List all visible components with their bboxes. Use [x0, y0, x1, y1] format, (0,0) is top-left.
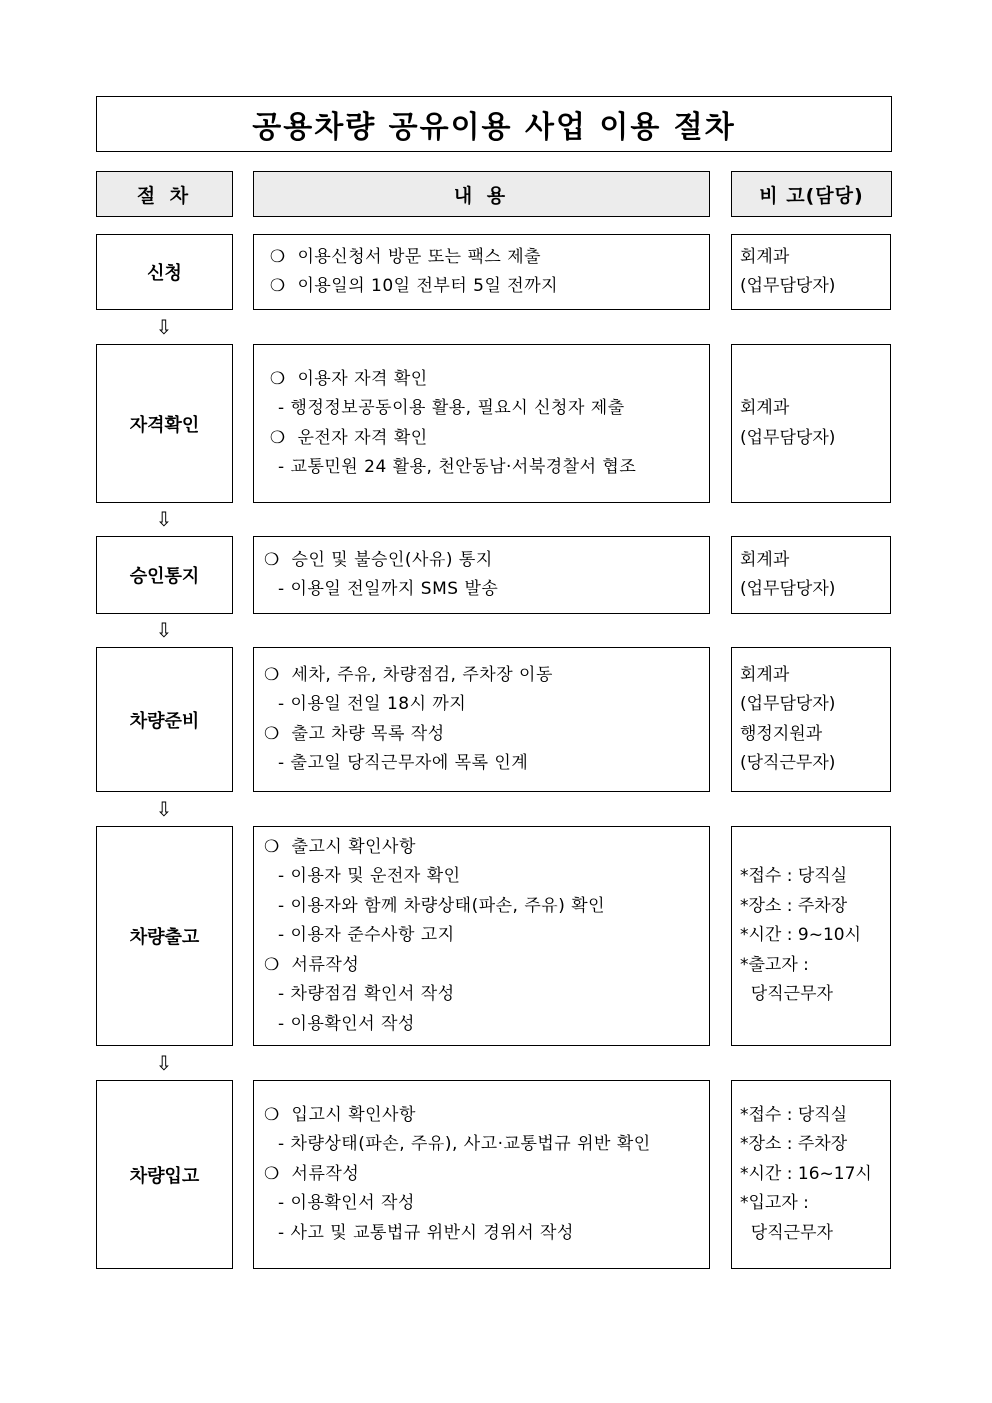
down-arrow-icon: ⇩ — [155, 797, 173, 821]
note-line: *접수 : 당직실 — [740, 866, 848, 887]
step-note — [731, 1080, 891, 1269]
note-line: (업무담당자) — [740, 276, 836, 296]
note-line: *접수 : 당직실 — [740, 1104, 848, 1125]
note-line: 당직근무자 — [740, 984, 833, 1005]
header-content: 내 용 — [253, 171, 710, 217]
note-line: (당직근무자) — [740, 753, 836, 773]
note-line: *입고자 : — [740, 1193, 809, 1214]
step-content — [253, 826, 710, 1046]
step-note — [731, 234, 891, 310]
content-item: ❍ 이용일의 10일 전부터 5일 전까지 — [264, 276, 559, 296]
content-item: ❍ 세차, 주유, 차량점검, 주차장 이동 — [264, 664, 553, 685]
step-content — [253, 234, 710, 310]
step-note — [731, 536, 891, 614]
note-line: *출고자 : — [740, 954, 809, 975]
content-subitem: - 사고 및 교통법규 위반시 경위서 작성 — [278, 1222, 574, 1243]
step-note — [731, 647, 891, 792]
step-content — [253, 536, 710, 614]
content-subitem: - 행정정보공동이용 활용, 필요시 신청자 제출 — [278, 398, 625, 418]
content-item: ❍ 이용신청서 방문 또는 팩스 제출 — [264, 246, 542, 267]
note-line: 회계과 — [740, 246, 790, 267]
header-note: 비 고(담당) — [731, 171, 892, 217]
step-content — [253, 344, 710, 503]
content-subitem: - 이용자 및 운전자 확인 — [278, 866, 461, 887]
content-item: ❍ 출고시 확인사항 — [264, 836, 416, 857]
note-line: (업무담당자) — [740, 694, 836, 714]
note-line: *시간 : 16~17시 — [740, 1163, 872, 1184]
step-name: 신청 — [96, 234, 233, 310]
step-name: 차량입고 — [96, 1080, 233, 1269]
note-line: 행정지원과 — [740, 723, 823, 744]
content-subitem: - 이용일 전일까지 SMS 발송 — [278, 579, 499, 599]
content-item: ❍ 서류작성 — [264, 954, 360, 975]
step-note — [731, 826, 891, 1046]
content-subitem: - 출고일 당직근무자에 목록 인계 — [278, 753, 529, 773]
step-note — [731, 344, 891, 503]
content-item: ❍ 승인 및 불승인(사유) 통지 — [264, 549, 493, 570]
step-name: 승인통지 — [96, 536, 233, 614]
note-line: (업무담당자) — [740, 427, 836, 448]
note-line: *시간 : 9~10시 — [740, 925, 861, 946]
content-subitem: - 차량점검 확인서 작성 — [278, 984, 455, 1005]
down-arrow-icon: ⇩ — [155, 618, 173, 642]
content-item: ❍ 입고시 확인사항 — [264, 1104, 416, 1125]
content-subitem: - 이용일 전일 18시 까지 — [278, 694, 467, 714]
note-line: 회계과 — [740, 549, 790, 570]
content-subitem: - 이용자와 함께 차량상태(파손, 주유) 확인 — [278, 895, 606, 916]
header-step: 절 차 — [96, 171, 233, 217]
down-arrow-icon: ⇩ — [155, 315, 173, 339]
content-subitem: - 교통민원 24 활용, 천안동남·서북경찰서 협조 — [278, 457, 637, 477]
page-title: 공용차량 공유이용 사업 이용 절차 — [96, 96, 892, 152]
step-name: 차량준비 — [96, 647, 233, 792]
down-arrow-icon: ⇩ — [155, 507, 173, 531]
note-line: 회계과 — [740, 398, 790, 418]
content-subitem: - 차량상태(파손, 주유), 사고·교통법규 위반 확인 — [278, 1134, 651, 1155]
content-subitem: - 이용확인서 작성 — [278, 1013, 415, 1034]
note-line: (업무담당자) — [740, 579, 836, 599]
content-item: ❍ 이용자 자격 확인 — [264, 368, 428, 389]
content-item: ❍ 운전자 자격 확인 — [264, 427, 428, 448]
note-line: 회계과 — [740, 664, 790, 685]
note-line: *장소 : 주차장 — [740, 1134, 848, 1155]
step-name: 차량출고 — [96, 826, 233, 1046]
note-line: 당직근무자 — [740, 1222, 833, 1243]
content-subitem: - 이용확인서 작성 — [278, 1193, 415, 1214]
step-content — [253, 647, 710, 792]
content-subitem: - 이용자 준수사항 고지 — [278, 925, 455, 946]
content-item: ❍ 서류작성 — [264, 1163, 360, 1184]
note-line: *장소 : 주차장 — [740, 895, 848, 916]
step-name: 자격확인 — [96, 344, 233, 503]
step-content — [253, 1080, 710, 1269]
down-arrow-icon: ⇩ — [155, 1051, 173, 1075]
content-item: ❍ 출고 차량 목록 작성 — [264, 723, 445, 744]
